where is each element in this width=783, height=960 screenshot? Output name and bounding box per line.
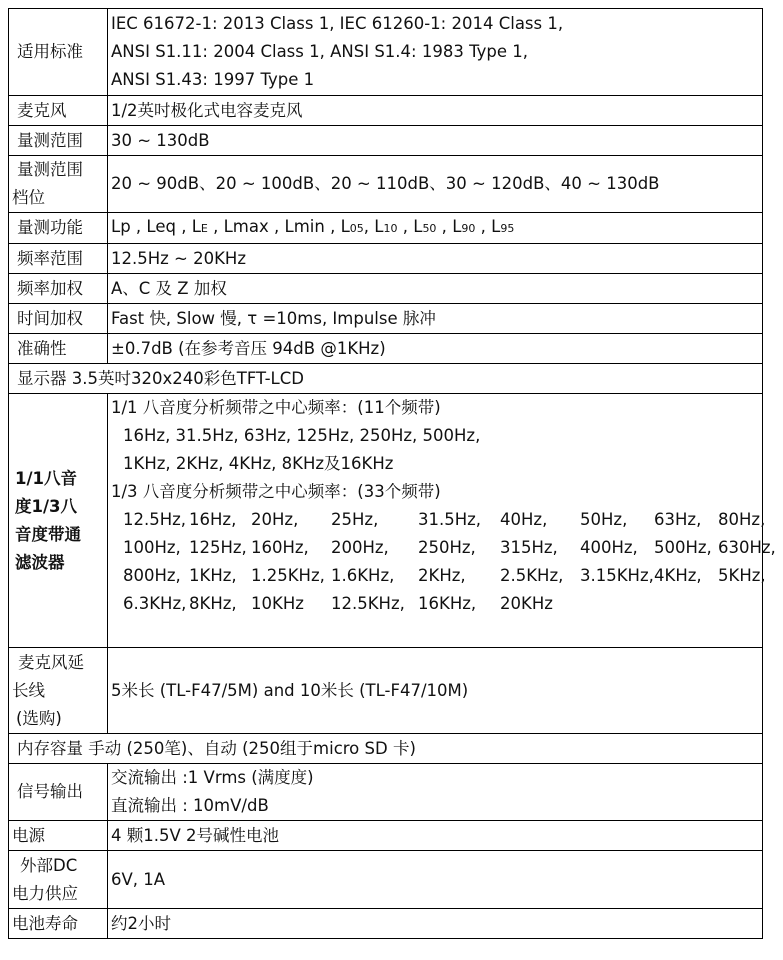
row-range (9, 126, 763, 156)
freq-band: 4KHz, (654, 566, 702, 585)
func-sub: 90 (461, 222, 476, 235)
row-freq-range (9, 244, 763, 274)
freq-band: 50Hz, (580, 510, 628, 529)
oct1-line: 1KHz, 2KHz, 4KHz, 8KHz及16KHz (123, 454, 394, 473)
row-power (9, 821, 763, 851)
freq-band: 8KHz, (189, 594, 237, 613)
freq-band: 40Hz, (500, 510, 548, 529)
value-accuracy: ±0.7dB (在参考音压 94dB @1KHz) (108, 334, 763, 364)
freq-band: 80Hz, (718, 510, 766, 529)
label-line: 音度带通 (15, 524, 81, 544)
freq-band: 6.3KHz, (123, 594, 187, 613)
label-microphone: 麦克风 (9, 96, 108, 126)
freq-band: 200Hz, (331, 538, 389, 557)
freq-band: 500Hz, (654, 538, 712, 557)
label-battery: 电池寿命 (9, 909, 108, 939)
row-signal-out (9, 764, 763, 821)
signal-line: 交流输出 :1 Vrms (满度度) (111, 768, 314, 787)
freq-band: 1KHz, (189, 566, 237, 585)
freq-band: 16Hz, (189, 510, 237, 529)
value-memory: 内存容量 手动 (250笔)、自动 (250组于micro SD 卡) (9, 734, 763, 764)
label-freq-range: 频率范围 (9, 244, 108, 274)
func-sub: 50 (422, 222, 437, 235)
label-line: 量测范围 (17, 160, 83, 179)
label-range-steps (9, 156, 108, 213)
func-item: L (374, 217, 384, 236)
func-sub: 10 (383, 222, 398, 235)
freq-band: 1.6KHz, (331, 566, 395, 585)
value-mic-cable: 5米长 (TL-F47/5M) and 10米长 (TL-F47/10M) (108, 648, 763, 734)
label-filters (9, 394, 108, 648)
freq-band: 5KHz, (718, 566, 766, 585)
label-line: 档位 (12, 188, 45, 207)
standards-line: IEC 61672-1: 2013 Class 1, IEC 61260-1: 2014 Class 1, (111, 14, 564, 33)
label-line: 1/1八音 (15, 468, 77, 488)
func-item: Lmax (223, 217, 269, 236)
oct3-title: 1/3 八音度分析频带之中心频率：(33个频带) (111, 482, 441, 501)
row-functions (9, 213, 763, 244)
label-line: 外部DC (20, 855, 78, 875)
row-display (9, 364, 763, 394)
value-time-weighting: Fast 快, Slow 慢, τ =10ms, Impulse 脉冲 (108, 304, 763, 334)
oct3-row (111, 590, 759, 618)
label-line: 麦克风延 (18, 652, 84, 672)
value-standards (108, 9, 763, 96)
freq-band: 1.25KHz, (251, 566, 325, 585)
row-memory (9, 734, 763, 764)
row-accuracy (9, 334, 763, 364)
func-item: L (413, 217, 423, 236)
row-time-weighting (9, 304, 763, 334)
signal-line: 直流输出 : 10mV/dB (111, 796, 269, 815)
row-range-steps (9, 156, 763, 213)
value-battery: 约2小时 (108, 909, 763, 939)
label-line: 长线 (12, 680, 45, 700)
label-functions: 量测功能 (9, 213, 108, 244)
label-accuracy: 准确性 (9, 334, 108, 364)
func-item: L (491, 217, 501, 236)
label-signal-out: 信号输出 (9, 764, 108, 821)
freq-band: 12.5Hz, (123, 510, 187, 529)
value-signal-out (108, 764, 763, 821)
value-power: 4 颗1.5V 2号碱性电池 (108, 821, 763, 851)
row-ext-dc (9, 851, 763, 909)
value-functions: Lp , Leq , LE , Lmax , Lmin , L05, L10 , L50 , L90 , L95 (108, 213, 763, 244)
freq-band: 400Hz, (580, 538, 638, 557)
freq-band: 10KHz (251, 594, 304, 613)
freq-band: 100Hz, (123, 538, 181, 557)
row-microphone (9, 96, 763, 126)
label-range: 量测范围 (9, 126, 108, 156)
freq-band: 125Hz, (189, 538, 247, 557)
freq-band: 2KHz, (418, 566, 466, 585)
freq-band: 20Hz, (251, 510, 299, 529)
func-sub: 05 (349, 222, 364, 235)
label-line: (选购) (16, 708, 62, 728)
value-ext-dc: 6V, 1A (108, 851, 763, 909)
freq-band: 800Hz, (123, 566, 181, 585)
label-freq-weighting: 频率加权 (9, 274, 108, 304)
spec-table (8, 8, 776, 939)
value-range: 30 ~ 130dB (108, 126, 763, 156)
row-standards (9, 9, 763, 96)
label-standards: 适用标准 (9, 9, 108, 96)
standards-line: ANSI S1.43: 1997 Type 1 (111, 70, 315, 89)
spec-sheet (8, 8, 776, 939)
freq-band: 63Hz, (654, 510, 702, 529)
oct3-row (111, 562, 766, 590)
freq-band: 31.5Hz, (418, 510, 482, 529)
value-freq-range: 12.5Hz ~ 20KHz (108, 244, 763, 274)
value-freq-weighting: A、C 及 Z 加权 (108, 274, 763, 304)
func-item: L (340, 217, 350, 236)
label-power: 电源 (9, 821, 108, 851)
value-display: 显示器 3.5英吋320x240彩色TFT-LCD (9, 364, 763, 394)
oct1-title: 1/1 八音度分析频带之中心频率：(11个频带) (111, 398, 441, 417)
func-item: Lp (111, 217, 131, 236)
standards-line: ANSI S1.11: 2004 Class 1, ANSI S1.4: 1983 Type 1, (111, 42, 528, 61)
freq-band: 315Hz, (500, 538, 558, 557)
label-mic-cable (9, 648, 108, 734)
func-item: Leq (146, 217, 176, 236)
label-line: 电力供应 (12, 883, 78, 903)
row-mic-cable (9, 648, 763, 734)
row-freq-weighting (9, 274, 763, 304)
value-range-steps: 20 ~ 90dB、20 ~ 100dB、20 ~ 110dB、30 ~ 120dB、40 ~ 130dB (108, 156, 763, 213)
label-ext-dc (9, 851, 108, 909)
freq-band: 16KHz, (418, 594, 477, 613)
freq-band: 20KHz (500, 594, 553, 613)
value-microphone: 1/2英吋极化式电容麦克风 (108, 96, 763, 126)
value-filters (108, 394, 776, 648)
label-line: 度1/3八 (15, 496, 77, 516)
freq-band: 12.5KHz, (331, 594, 405, 613)
func-sub: 95 (500, 222, 515, 235)
oct3-row (111, 534, 776, 562)
freq-band: 3.15KHz, (580, 566, 654, 585)
freq-band: 25Hz, (331, 510, 379, 529)
func-item: L (452, 217, 462, 236)
freq-band: 160Hz, (251, 538, 309, 557)
freq-band: 250Hz, (418, 538, 476, 557)
func-item: L (191, 217, 201, 236)
func-item: Lmin (284, 217, 325, 236)
label-time-weighting: 时间加权 (9, 304, 108, 334)
oct3-row (111, 506, 766, 534)
row-battery (9, 909, 763, 939)
row-filters (9, 394, 763, 648)
label-line: 滤波器 (15, 552, 65, 572)
func-sub: E (200, 222, 208, 235)
freq-band: 2.5KHz, (500, 566, 564, 585)
freq-band: 630Hz, (718, 538, 776, 557)
oct1-line: 16Hz, 31.5Hz, 63Hz, 125Hz, 250Hz, 500Hz, (123, 426, 481, 445)
